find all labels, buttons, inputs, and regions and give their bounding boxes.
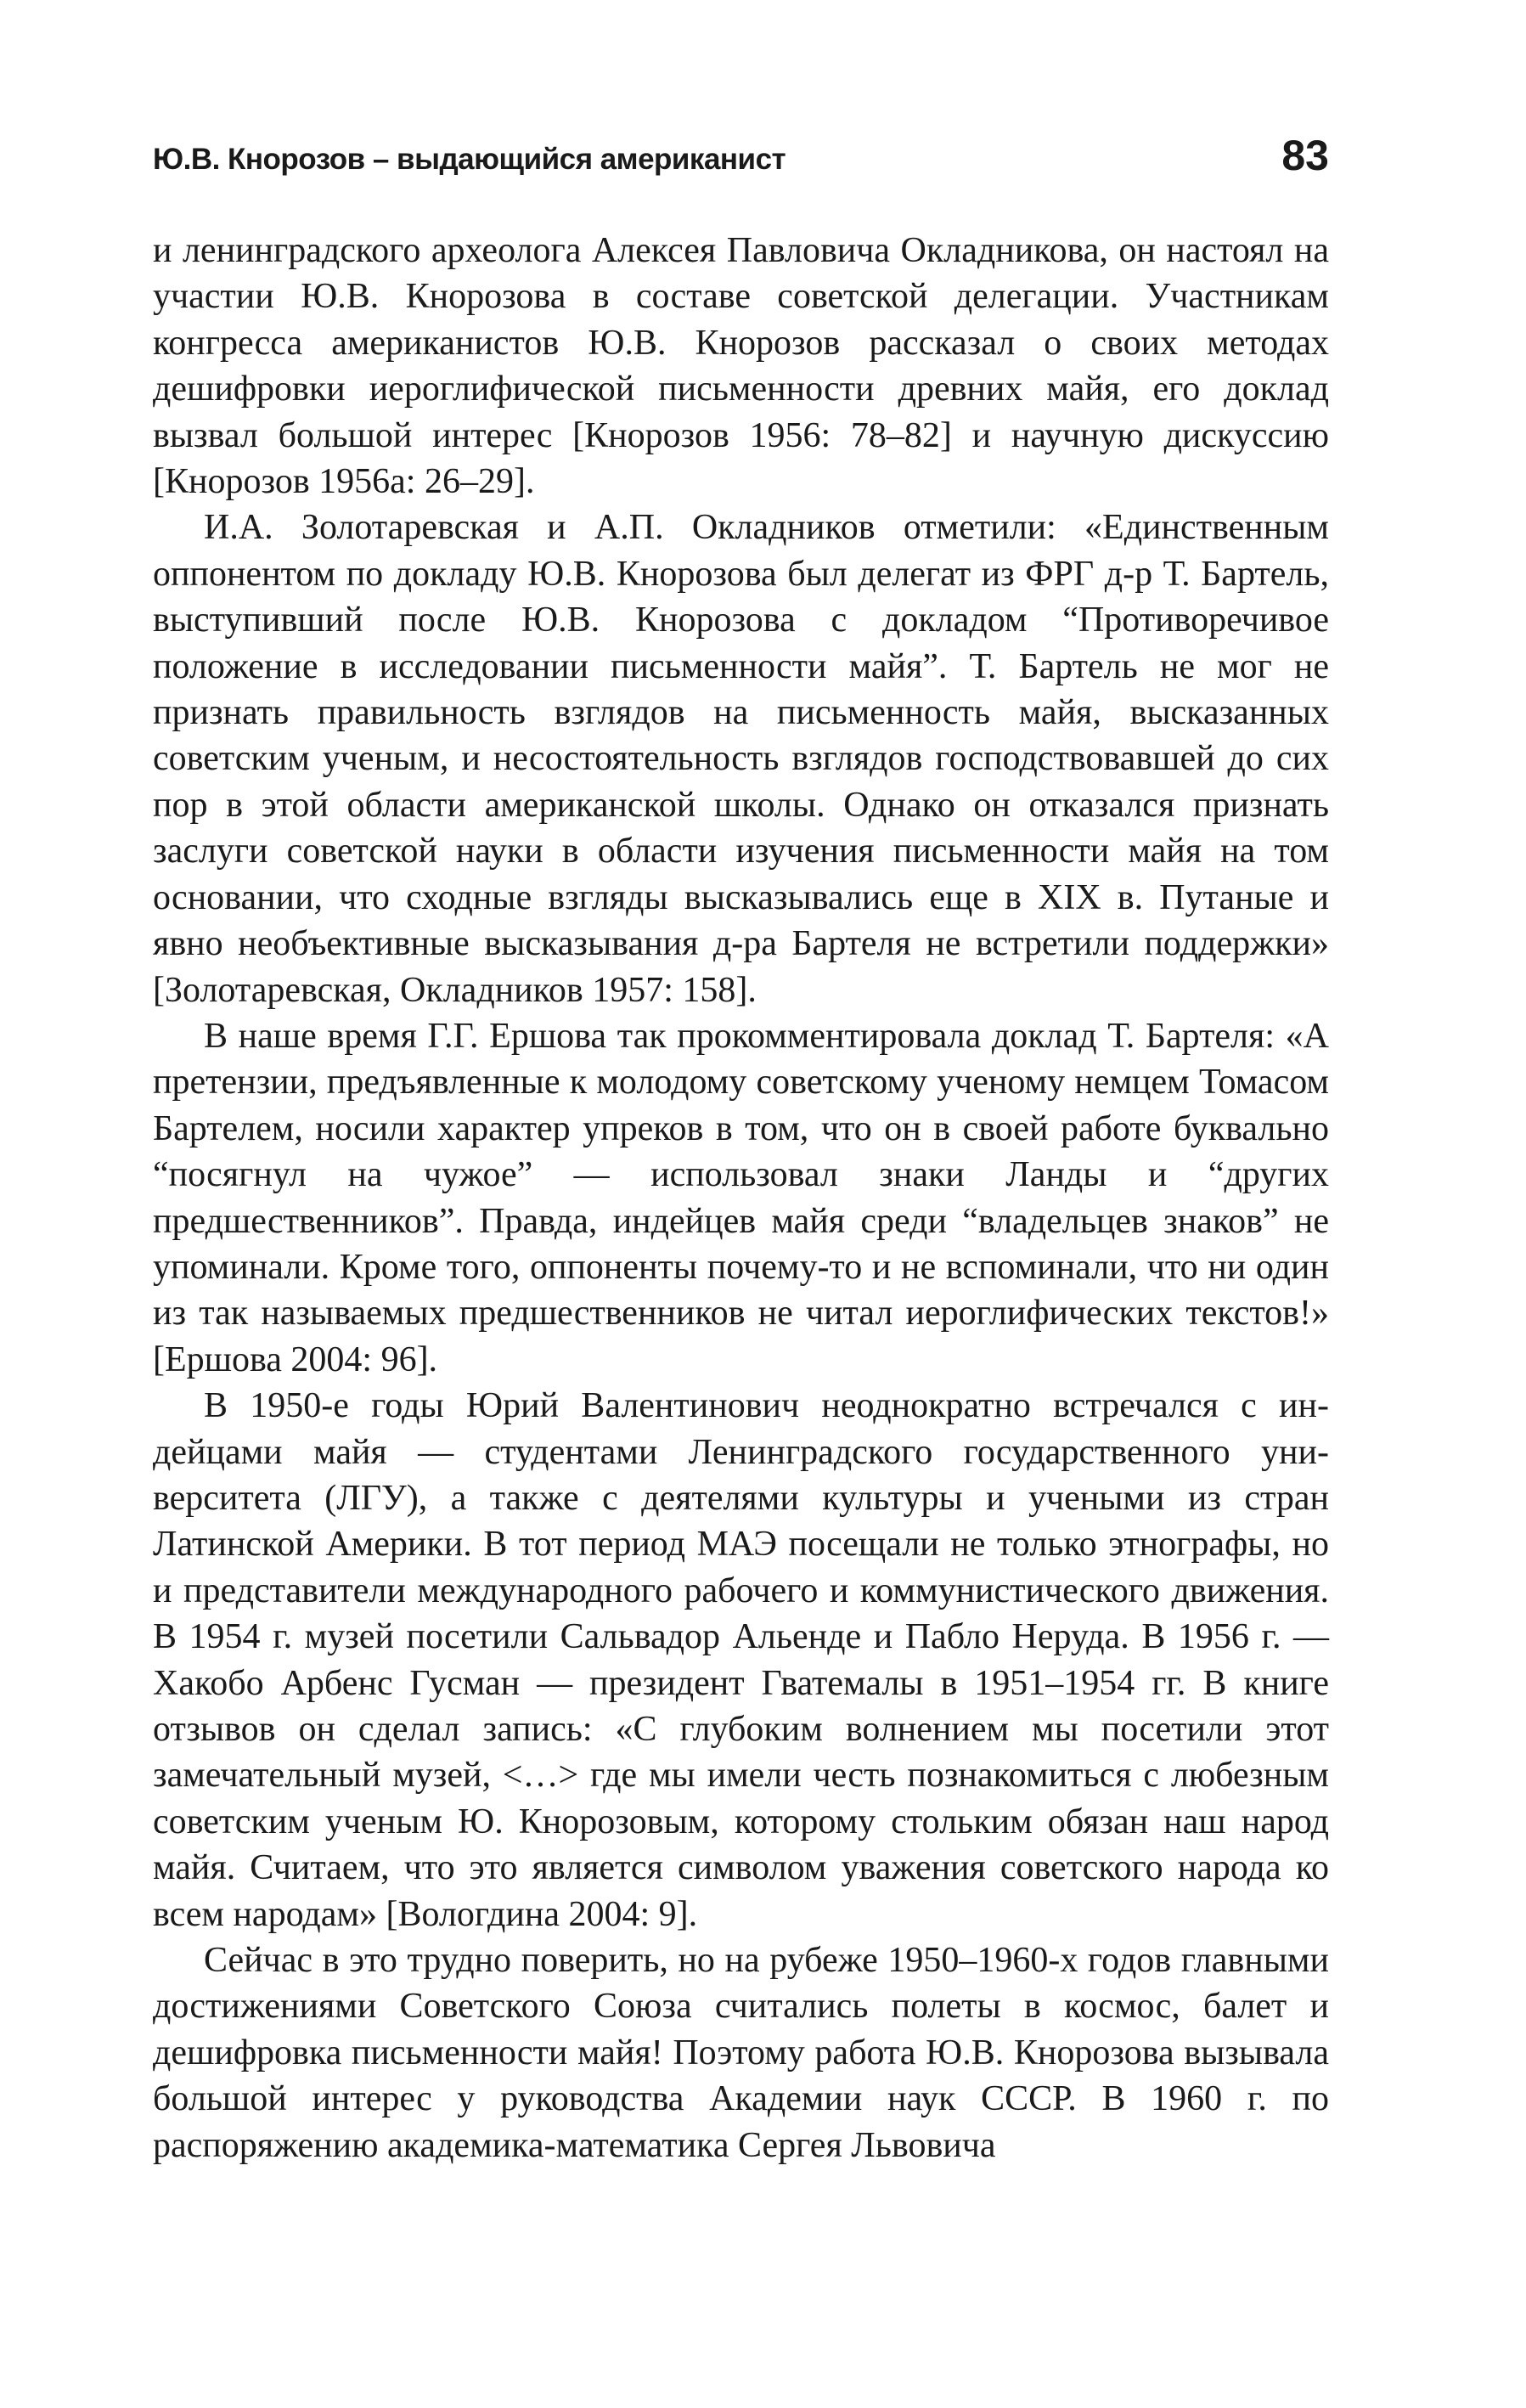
body-text: [153, 228, 1329, 2168]
running-title: Ю.В. Кнорозов – выдающийся американист: [153, 143, 786, 176]
page-number: 83: [1281, 132, 1329, 179]
book-page: [153, 119, 1329, 2168]
paragraph-5: Сейчас в это трудно поверить, но на рубеже 1950–1960-х годов главными достижениями Советского Союза считались полеты в космос, балет и дешифровка письменности майя! Поэтому работа Ю.В. Кнорозова вызывала большой интерес у руководства Академии наук СССР. В 1960 г. по распоряжению академика-математика Сергея Львовича: [153, 1941, 1329, 2165]
paragraph-3: В наше время Г.Г. Ершова так прокомментировала доклад Т. Бартеля: «А претензии, предъявленные к молодому советскому ученому немцем Томасом Бартелем, носили характер упреков в том, что он в своей работе буквально “посягнул на чужое” — использовал знаки Ланды и “других предшественников”. Правда, индейцев майя среди “владельцев знаков” не упоминали. Кроме того, оппоненты почему-то и не вспоминали, что ни один из так называемых предшественников не читал иероглифических текстов!» [Ершова 2004: 96].: [153, 1016, 1329, 1379]
running-head: [153, 119, 1329, 187]
paragraph-2: И.А. Золотаревская и А.П. Окладников отметили: «Единственным оппонентом по докладу Ю.В. Кнорозова был делегат из ФРГ д-р Т. Бартель, выступивший после Ю.В. Кнорозова с докладом “Противоречивое положение в исследовании письменности майя”. Т. Бартель не мог не признать правильность взглядов на письменность майя, высказанных советским ученым, и несостоятельность взглядов господствовавшей до сих пор в этой области американской школы. Однако он отказался признать заслуги советской науки в области изучения письменности майя на том основании, что сходные взгляды высказывались еще в XIX в. Путаные и явно необъективные высказывания д-ра Бартеля не встретили поддержки» [Золотаревская, Окладников 1957: 158].: [153, 508, 1329, 1010]
paragraph-1: и ленинградского археолога Алексея Павловича Окладникова, он настоял на участии Ю.В. Кнорозова в составе советской делегации. Участникам конгресса американистов Ю.В. Кнорозов рассказал о своих методах дешифровки иероглифической письменности древних майя, его доклад вызвал большой интерес [Кнорозов 1956: 78–82] и научную дискуссию [Кнорозов 1956а: 26–29].: [153, 231, 1329, 502]
paragraph-4: В 1950-е годы Юрий Валентинович неоднократно встречался с индейцами майя — студентами Ленинградского государственного университета (ЛГУ), а также с деятелями культуры и учеными из стран Латинской Америки. В тот период МАЭ посещали не только этнографы, но и представители международного рабочего и коммунистического движения. В 1954 г. музей посетили Сальвадор Альенде и Пабло Неруда. В 1956 г. — Хакобо Арбенс Гусман — президент Гватемалы в 1951–1954 гг. В книге отзывов он сделал запись: «С глубоким волнением мы посетили этот замечательный музей, <…> где мы имели честь познакомиться с любезным советским ученым Ю. Кнорозовым, которому стольким обязан наш народ майя. Считаем, что это является символом уважения советского народа ко всем народам» [Вологдина 2004: 9].: [153, 1386, 1329, 1934]
